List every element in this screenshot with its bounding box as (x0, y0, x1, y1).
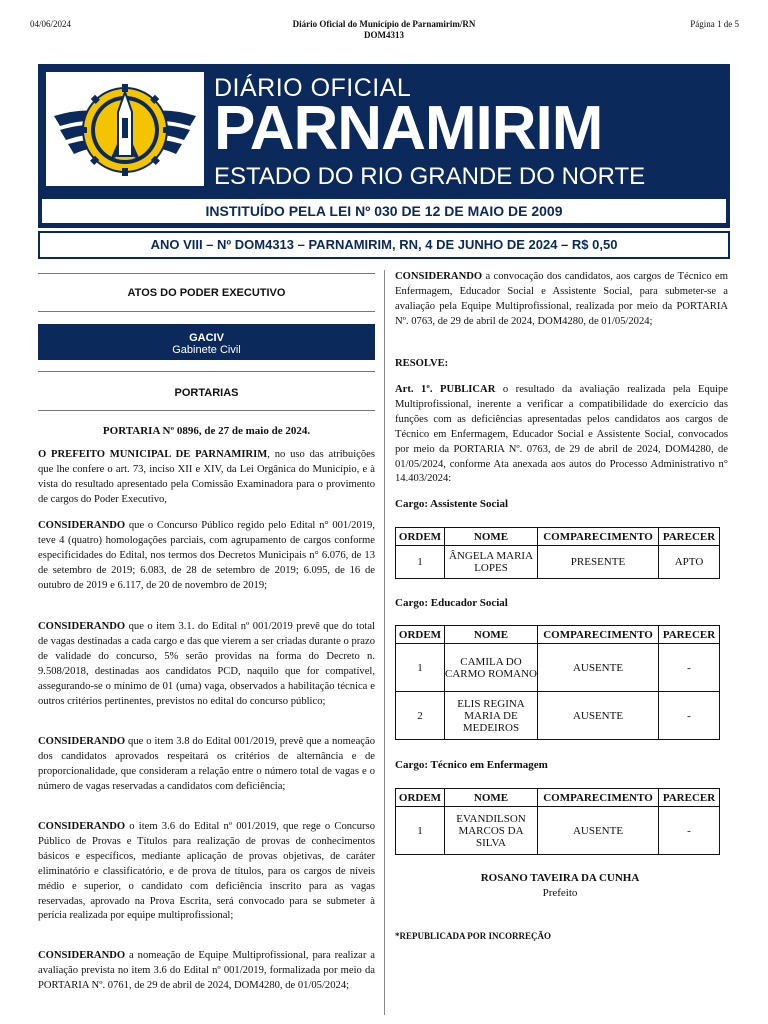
divider (38, 273, 375, 274)
column-divider (384, 270, 385, 1015)
paragraph-lead: Art. 1º. PUBLICAR (395, 384, 496, 395)
paragraph-text: a nomeação de Equipe Multiprofissional, para realizar a avaliação prevista no item 3.6 do Edital nº 001/2019, formalizada por meio da PORTARIA Nº. 0761, de 29 de abril de 2024, DOM4280, de 01/05/2024; (38, 950, 375, 991)
paragraph-preamble (38, 448, 375, 508)
paragraph-considerando-4 (38, 820, 375, 924)
table-row (396, 807, 720, 855)
paragraph-considerando-3 (38, 735, 375, 795)
header-title-line1: Diário Oficial do Município de Parnamirim/RN (292, 19, 476, 29)
cell-nome: CAMILA DO CARMO ROMANO (445, 644, 538, 692)
cell-ordem: 2 (396, 692, 445, 740)
divider (38, 311, 375, 312)
paragraph-considerando-5 (38, 949, 375, 994)
col-header: NOME (445, 626, 538, 644)
header-title-line2: DOM4313 (364, 30, 404, 40)
masthead (38, 64, 730, 228)
category-title: Cargo: Técnico em Enfermagem (395, 759, 548, 771)
cell-ordem: 1 (396, 546, 445, 579)
table-row (396, 546, 720, 579)
results-table-educador (395, 625, 720, 740)
cell-parecer: - (659, 692, 720, 740)
masthead-big-title: PARNAMIRIM (214, 94, 603, 163)
paragraph-lead: CONSIDERANDO (38, 950, 126, 961)
signer-name: ROSANO TAVEIRA DA CUNHA (480, 872, 640, 884)
signer-role: Prefeito (542, 887, 578, 899)
masthead-small-title: DIÁRIO OFICIAL (214, 74, 412, 102)
law-band: INSTITUÍDO PELA LEI Nº 030 DE 12 DE MAIO DE 2009 (42, 199, 726, 223)
paragraph-lead: CONSIDERANDO (38, 621, 126, 632)
col-header: ORDEM (396, 789, 445, 807)
paragraph-lead: CONSIDERANDO (38, 736, 126, 747)
paragraph-text: a convocação dos candidatos, aos cargos de Técnico em Enfermagem, Educador Social e Assistente Social, para submeter-se a avaliação pela Equipe Multiprofissional, realizada por meio da PORTARIA Nº. 0763, de 29 de abril de 2024, DOM4280, de 01/05/2024; (395, 271, 728, 327)
cell-nome: ÂNGELA MARIA LOPES (445, 546, 538, 579)
col-header: ORDEM (396, 626, 445, 644)
cell-nome: EVANDILSON MARCOS DA SILVA (445, 807, 538, 855)
cell-comparecimento: AUSENTE (538, 644, 659, 692)
col-header: PARECER (659, 789, 720, 807)
republication-note: *REPUBLICADA POR INCORREÇÃO (395, 931, 552, 941)
header-title (0, 19, 768, 41)
col-header: COMPARECIMENTO (538, 626, 659, 644)
paragraph-lead: CONSIDERANDO (395, 271, 483, 282)
portarias-title: PORTARIAS (174, 387, 239, 399)
table-row (396, 644, 720, 692)
cell-nome: ELIS REGINA MARIA DE MEDEIROS (445, 692, 538, 740)
edition-line: ANO VIII – Nº DOM4313 – PARNAMIRIM, RN, 4 DE JUNHO DE 2024 – R$ 0,50 (38, 231, 730, 259)
cell-parecer: - (659, 807, 720, 855)
col-header: COMPARECIMENTO (538, 789, 659, 807)
paragraph-text: que o Concurso Público regido pelo Edital n° 001/2019, teve 4 (quatro) homologações parciais, com agrupamento de cargos conforme especificidades do Edital, nos termos dos Decretos Municipais n° 6.076, de 13 de setembro de 2019; 6.083, de 28 de setembro de 2019; 6.095, de 16 de outubro de 2019 e 6.117, de 20 de novembro de 2019; (38, 520, 375, 591)
city-emblem-icon (46, 72, 204, 186)
results-table-assistente (395, 527, 720, 579)
header-page-number: Página 1 de 5 (690, 19, 739, 29)
section-title: ATOS DO PODER EXECUTIVO (127, 287, 286, 299)
col-header: COMPARECIMENTO (538, 528, 659, 546)
category-title: Cargo: Assistente Social (395, 498, 509, 510)
gaciv-subtitle: Gabinete Civil (172, 344, 241, 356)
cell-comparecimento: PRESENTE (538, 546, 659, 579)
portaria-title: PORTARIA Nº 0896, de 27 de maio de 2024. (102, 425, 311, 437)
cell-comparecimento: AUSENTE (538, 807, 659, 855)
paragraph-text: que o item 3.1. do Edital nº 001/2019 prevê que do total de vagas destinadas a cada cargo e das que vierem a ser criadas durante o prazo de validade do concurso, 5% serão providas na forma do Decreto n. 9.508/2018, destinadas aos candidatos PCD, naquilo que for compatível, assegurando-se o mínimo de 01 (uma) vaga, observados a habilitação técnica e outros critérios pertinentes, previstos no edital do concurso público; (38, 621, 375, 707)
col-header: PARECER (659, 528, 720, 546)
table-row (396, 692, 720, 740)
cell-ordem: 1 (396, 644, 445, 692)
divider (38, 371, 375, 372)
paragraph-text: , no uso das atribuições que lhe confere o art. 73, inciso XII e XIV, da Lei Orgânica do Município, e à vista do resultado apresentado pela Comissão Examinadora para o provimento de cargos do Poder Executivo, (38, 449, 375, 505)
masthead-state: ESTADO DO RIO GRANDE DO NORTE (214, 163, 646, 190)
paragraph-considerando-2 (38, 620, 375, 709)
col-header: ORDEM (396, 528, 445, 546)
paragraph-lead: CONSIDERANDO (38, 821, 126, 832)
category-title: Cargo: Educador Social (395, 597, 508, 609)
paragraph-considerando-1 (38, 519, 375, 594)
paragraph-text: o resultado da avaliação realizada pela Equipe Multiprofissional, inerente a verificar a compatibilidade do exercício das funções com as deficiências apresentadas pelos candidatos aos cargos de Técnico em Enfermagem, Educador Social e Assistente Social, convocados por meio da PORTARIA Nº. 0763, de 29 de abril de 2024, DOM4280, de 01/05/2024, conforme Ata anexada aos autos do Processo Administrativo n° 14.403/2024: (395, 384, 728, 485)
results-table-tecnico (395, 788, 720, 855)
col-header: PARECER (659, 626, 720, 644)
col-header: NOME (445, 789, 538, 807)
cell-parecer: APTO (659, 546, 720, 579)
paragraph-lead: O PREFEITO MUNICIPAL DE PARNAMIRIM (38, 449, 268, 460)
paragraph-text: o item 3.6 do Edital nº 001/2019, que rege o Concurso Público de Provas e Títulos para realização de provas de conhecimentos básicos e específicos, mediante aplicação de provas objetivas, de caráter eliminatório e classificatório, e de prova de títulos, para os cargos de níveis médio e superior, o candidato com deficiência inscrito para as vagas reservadas, aprovado na Prova Escrita, será convocado para se submeter à perícia realizada por equipe multiprofissional; (38, 821, 375, 922)
paragraph-article-1 (395, 383, 728, 487)
gaciv-banner (38, 324, 375, 360)
divider (38, 410, 375, 411)
city-logo (46, 72, 204, 186)
resolve-heading (395, 357, 728, 372)
header-date: 04/06/2024 (30, 19, 72, 29)
resolve-label: RESOLVE: (395, 358, 449, 369)
col-header: NOME (445, 528, 538, 546)
gaciv-title: GACIV (189, 332, 224, 344)
paragraph-text: que o item 3.8 do Edital 001/2019, prevê que a nomeação dos candidatos aprovados respeitará os critérios de alternância e de proporcionalidade, que consideram a relação entre o número total de vagas e o número de vagas reservadas a candidatos com deficiência; (38, 736, 375, 792)
cell-comparecimento: AUSENTE (538, 692, 659, 740)
paragraph-considerando-6 (395, 270, 728, 330)
paragraph-lead: CONSIDERANDO (38, 520, 126, 531)
cell-ordem: 1 (396, 807, 445, 855)
cell-parecer: - (659, 644, 720, 692)
